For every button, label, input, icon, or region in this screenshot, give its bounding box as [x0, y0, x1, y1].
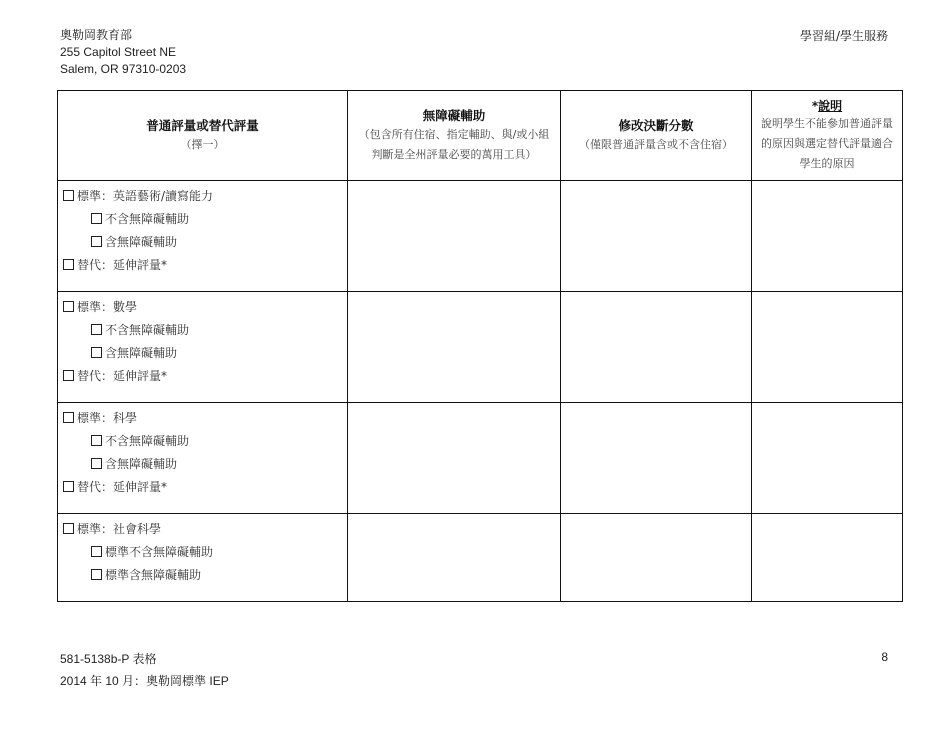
checkbox[interactable] [63, 481, 74, 492]
assessment-options-cell [58, 181, 348, 292]
col-header-subtitle: 說明學生不能參加普通評量的原因與選定替代評量適合學生的原因 [761, 117, 893, 170]
checkbox[interactable] [63, 190, 74, 201]
letterhead [60, 27, 186, 78]
option-label: 替代：延伸評量* [77, 480, 168, 494]
option-standard-without-accommodations[interactable] [63, 541, 347, 564]
city-address: Salem, OR 97310-0203 [60, 62, 187, 76]
option-alternate-extended[interactable] [63, 476, 347, 499]
checkbox[interactable] [63, 370, 74, 381]
option-label: 含無障礙輔助 [105, 235, 178, 249]
option-label: 替代：延伸評量* [77, 258, 168, 272]
footer-info [60, 648, 229, 692]
cut-score-cell[interactable] [561, 514, 752, 602]
checkbox[interactable] [91, 324, 102, 335]
col-header-modified-cut-score [561, 91, 752, 181]
explanation-cell[interactable] [752, 403, 903, 514]
explanation-cell[interactable] [752, 181, 903, 292]
option-alternate-extended[interactable] [63, 365, 347, 388]
table-row-science [58, 403, 903, 514]
assessment-table [57, 90, 903, 602]
table-row-ela [58, 181, 903, 292]
accessibility-cell[interactable] [348, 181, 561, 292]
org-name: 奧勒岡教育部 [60, 28, 133, 42]
checkbox[interactable] [91, 435, 102, 446]
option-with-accommodations[interactable] [63, 231, 347, 254]
table-row-math [58, 292, 903, 403]
cut-score-cell[interactable] [561, 403, 752, 514]
accessibility-cell[interactable] [348, 514, 561, 602]
option-label: 不含無障礙輔助 [105, 323, 190, 337]
department-name: 學習組/學生服務 [799, 29, 888, 43]
checkbox[interactable] [91, 458, 102, 469]
col-header-title: 普通評量或替代評量 [146, 117, 259, 133]
option-label: 不含無障礙輔助 [105, 434, 190, 448]
assessment-options-cell [58, 292, 348, 403]
form-number: 581-5138b-P 表格 [60, 652, 157, 666]
checkbox[interactable] [91, 213, 102, 224]
assessment-options-cell [58, 514, 348, 602]
checkbox[interactable] [91, 236, 102, 247]
option-without-accommodations[interactable] [63, 319, 347, 342]
option-label: 替代：延伸評量* [77, 369, 168, 383]
table-row-social-science [58, 514, 903, 602]
accessibility-cell[interactable] [348, 292, 561, 403]
option-label: 標準：英語藝術/讀寫能力 [77, 189, 214, 203]
option-label: 不含無障礙輔助 [105, 212, 190, 226]
col-header-title: 說明 [818, 99, 843, 113]
cut-score-cell[interactable] [561, 181, 752, 292]
col-header-subtitle: （僅限普通評量含或不含住宿） [579, 137, 733, 151]
option-without-accommodations[interactable] [63, 430, 347, 453]
checkbox[interactable] [63, 523, 74, 534]
revision-date: 2014 年 10 月：奧勒岡標準 IEP [60, 674, 229, 688]
cut-score-cell[interactable] [561, 292, 752, 403]
option-label: 標準：社會科學 [77, 522, 162, 536]
option-with-accommodations[interactable] [63, 453, 347, 476]
checkbox[interactable] [63, 301, 74, 312]
option-standard-with-accommodations[interactable] [63, 564, 347, 587]
option-without-accommodations[interactable] [63, 208, 347, 231]
col-header-subtitle: （包含所有住宿、指定輔助、與/或小組判斷是全州評量必要的萬用工具） [358, 127, 550, 161]
option-standard-social-science[interactable] [63, 518, 347, 541]
checkbox[interactable] [91, 569, 102, 580]
col-header-explanation [752, 91, 903, 181]
assessment-options-cell [58, 403, 348, 514]
checkbox[interactable] [63, 259, 74, 270]
option-label: 標準：數學 [77, 300, 138, 314]
col-header-subtitle: （擇一） [180, 137, 225, 151]
checkbox[interactable] [91, 546, 102, 557]
table-header-row [58, 91, 903, 181]
option-standard-science[interactable] [63, 407, 347, 430]
option-standard-ela[interactable] [63, 185, 347, 208]
option-label: 標準不含無障礙輔助 [105, 545, 214, 559]
explanation-cell[interactable] [752, 292, 903, 403]
option-label: 標準：科學 [77, 411, 138, 425]
option-label: 標準含無障礙輔助 [105, 568, 202, 582]
col-header-accessibility [348, 91, 561, 181]
page-number: 8 [881, 650, 888, 664]
option-with-accommodations[interactable] [63, 342, 347, 365]
col-header-title: 無障礙輔助 [422, 107, 486, 123]
option-label: 含無障礙輔助 [105, 457, 178, 471]
option-alternate-extended[interactable] [63, 254, 347, 277]
street-address: 255 Capitol Street NE [60, 45, 177, 59]
checkbox[interactable] [91, 347, 102, 358]
asterisk: * [811, 99, 819, 113]
option-label: 含無障礙輔助 [105, 346, 178, 360]
explanation-cell[interactable] [752, 514, 903, 602]
checkbox[interactable] [63, 412, 74, 423]
accessibility-cell[interactable] [348, 403, 561, 514]
col-header-assessment [58, 91, 348, 181]
option-standard-math[interactable] [63, 296, 347, 319]
col-header-title: 修改決斷分數 [618, 117, 694, 133]
